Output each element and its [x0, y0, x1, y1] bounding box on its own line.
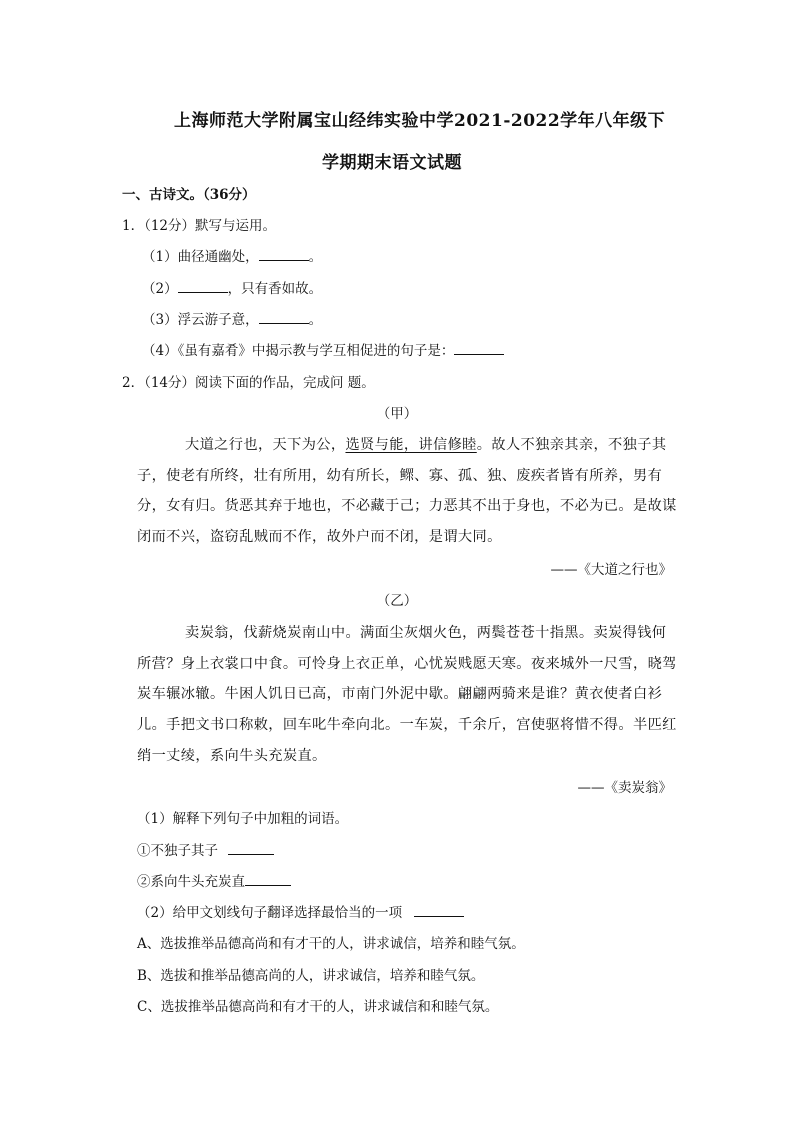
q1-item-2-text: （2） [142, 281, 178, 297]
passage-jia-label: （甲） [376, 406, 418, 422]
q1-item-3-end: 。 [308, 312, 323, 328]
passage-yi-label: （乙） [376, 593, 418, 609]
q1-item-2 [142, 279, 322, 299]
q2-sub1: （1）解释下列句子中加粗的词语。 [137, 811, 349, 827]
answer-blank[interactable] [259, 248, 309, 261]
exam-title-line1: 上海师范大学附属宝山经纬实验中学2021-2022学年八年级下 [174, 111, 666, 131]
answer-blank[interactable] [228, 842, 274, 855]
passage-jia-underlined: 选贤与能，讲信修睦 [345, 437, 477, 453]
option-a: A、选拔推举品德高尚和有才干的人，讲求诚信，培养和睦气氛。 [137, 936, 525, 952]
answer-blank[interactable] [414, 904, 464, 917]
passage-jia-rest: 。故人不独亲其亲，不独子其子，使老有所终，壮有所用，幼有所长，鳏、寡、孤、独、废疾者皆有所养，男有分，女有归。货恶其弃于地也，不必藏于己；力恶其不出于身也，不必为已。是故谋闭而不兴，盗窃乱贼而不作，故外户而不闭，是谓大同。 [137, 437, 677, 546]
exam-title-line2: 学期期末语文试题 [322, 153, 462, 173]
section-heading: 一、古诗文。（36分） [122, 187, 256, 203]
passage-yi [137, 618, 677, 772]
answer-blank[interactable] [259, 311, 309, 324]
passage-jia [137, 430, 677, 553]
q1-item-1 [142, 247, 322, 267]
question-2-stem: 2．（14分）阅读下面的作品，完成问 题。 [122, 375, 375, 391]
passage-jia-start: 大道之行也，天下为公， [185, 437, 346, 453]
answer-blank[interactable] [454, 342, 504, 355]
option-b: B、选拔和推举品德高尚的人，讲求诚信，培养和睦气氛。 [137, 968, 485, 984]
q1-item-1-end: 。 [308, 249, 323, 265]
q1-item-1-text: （1）曲径通幽处， [142, 249, 259, 265]
q2-sub1-b-text: ②系向牛头充炭直 [137, 874, 245, 890]
q1-item-2-end: ，只有香如故。 [227, 281, 323, 297]
q1-item-3-text: （3）浮云游子意， [142, 312, 259, 328]
answer-blank[interactable] [245, 873, 291, 886]
q2-sub1-a [137, 841, 274, 861]
q2-sub2 [137, 903, 464, 923]
passage-jia-source: ——《大道之行也》 [550, 562, 672, 578]
q2-sub2-text: （2）给甲文划线句子翻译选择最恰当的一项 [137, 905, 403, 921]
answer-blank[interactable] [178, 280, 228, 293]
passage-yi-source: ——《卖炭翁》 [577, 780, 672, 796]
q2-sub1-a-text: ①不独子其子 [137, 843, 218, 859]
q1-item-4-text: （4）《虽有嘉肴》中揭示教与学互相促进的句子是： [142, 343, 455, 359]
question-1-stem: 1．（12分）默写与运用。 [122, 218, 277, 234]
passage-yi-text: 卖炭翁，伐薪烧炭南山中。满面尘灰烟火色，两鬓苍苍十指黑。卖炭得钱何所营？身上衣裳口中食。可怜身上衣正单，心忧炭贱愿天寒。夜来城外一尺雪，晓驾炭车辗冰辙。牛困人饥日已高，市南门外泥中歇。翩翩两骑来是谁？黄衣使者白衫儿。手把文书口称敕，回车叱牛牵向北。一车炭，千余斤，宫使驱将惜不得。半匹红绡一丈绫，系向牛头充炭直。 [137, 625, 677, 764]
q2-sub1-b [137, 872, 291, 892]
q1-item-4 [142, 341, 504, 361]
option-c: C、选拔推举品德高尚和有才干的人，讲求诚信和和睦气氛。 [137, 999, 499, 1015]
q1-item-3 [142, 310, 322, 330]
